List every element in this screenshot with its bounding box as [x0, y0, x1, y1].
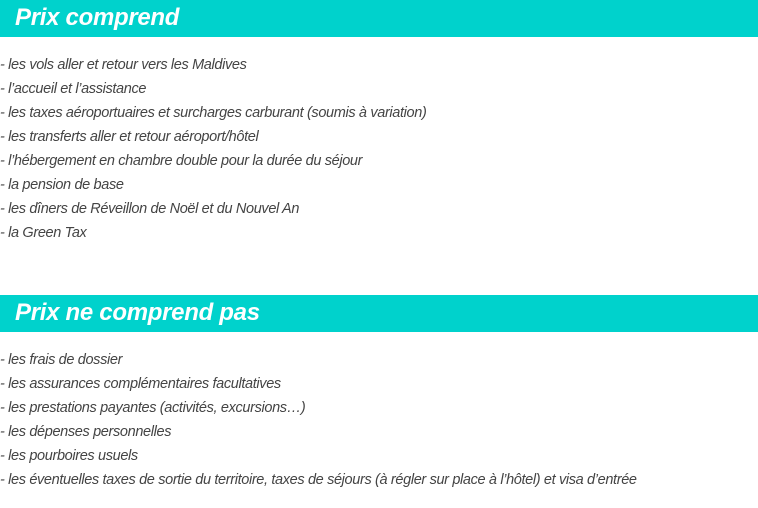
- list-item: - la Green Tax: [0, 225, 87, 241]
- price-excludes-header: [0, 295, 758, 332]
- list-item: - les dîners de Réveillon de Noël et du Nouvel An: [0, 201, 300, 217]
- list-item: - les vols aller et retour vers les Maldives: [0, 57, 247, 73]
- list-item: - les prestations payantes (activités, excursions…): [0, 400, 306, 416]
- list-item: - la pension de base: [0, 177, 124, 193]
- price-includes-section: [0, 0, 758, 241]
- price-includes-title: Prix comprend: [15, 4, 180, 31]
- list-item: - les taxes aéroportuaires et surcharges carburant (soumis à variation): [0, 105, 427, 121]
- list-item: - les dépenses personnelles: [0, 424, 172, 440]
- list-item: - les éventuelles taxes de sortie du territoire, taxes de séjours (à régler sur place à l’hôtel) et visa d’entrée: [0, 472, 637, 488]
- list-item: - l’accueil et l’assistance: [0, 81, 147, 97]
- price-includes-list: [0, 53, 426, 245]
- list-item: - l’hébergement en chambre double pour la durée du séjour: [0, 153, 363, 169]
- price-excludes-section: [0, 295, 758, 488]
- list-item: - les frais de dossier: [0, 352, 123, 368]
- price-excludes-list: [0, 348, 637, 492]
- price-includes-header: [0, 0, 758, 37]
- price-excludes-title: Prix ne comprend pas: [15, 299, 260, 326]
- list-item: - les assurances complémentaires facultatives: [0, 376, 281, 392]
- list-item: - les pourboires usuels: [0, 448, 138, 464]
- list-item: - les transferts aller et retour aéroport/hôtel: [0, 129, 259, 145]
